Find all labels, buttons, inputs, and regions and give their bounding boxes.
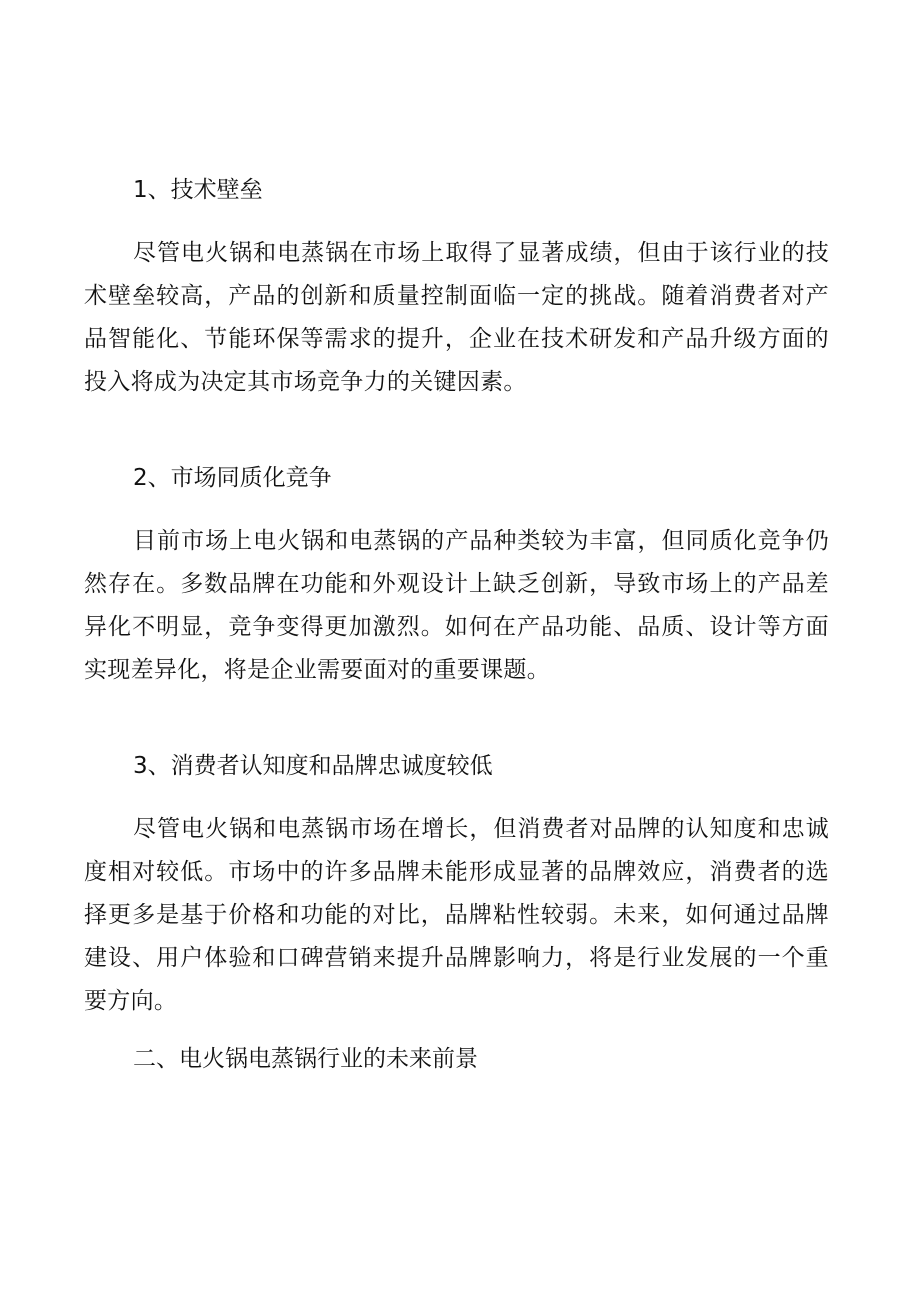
section-heading-3: 3、消费者认知度和品牌忠诚度较低 (133, 753, 493, 779)
section-heading-1: 1、技术壁垒 (133, 177, 263, 203)
section-paragraph-2: 目前市场上电火锅和电蒸锅的产品种类较为丰富，但同质化竞争仍然存在。多数品牌在功能和外观设计上缺乏创新，导致市场上的产品差异化不明显，竞争变得更加激烈。如何在产品功能、品质、设计等方面实现差异化，将是企业需要面对的重要课题。 (84, 528, 829, 683)
chapter-heading: 二、电火锅电蒸锅行业的未来前景 (133, 1046, 478, 1072)
section-paragraph-1: 尽管电火锅和电蒸锅在市场上取得了显著成绩，但由于该行业的技术壁垒较高，产品的创新和质量控制面临一定的挑战。随着消费者对产品智能化、节能环保等需求的提升，企业在技术研发和产品升级方面的投入将成为决定其市场竞争力的关键因素。 (84, 240, 829, 395)
section-heading-2: 2、市场同质化竞争 (133, 465, 332, 491)
section-paragraph-3: 尽管电火锅和电蒸锅市场在增长，但消费者对品牌的认知度和忠诚度相对较低。市场中的许多品牌未能形成显著的品牌效应，消费者的选择更多是基于价格和功能的对比，品牌粘性较弱。未来，如何通过品牌建设、用户体验和口碑营销来提升品牌影响力，将是行业发展的一个重要方向。 (84, 816, 829, 1014)
